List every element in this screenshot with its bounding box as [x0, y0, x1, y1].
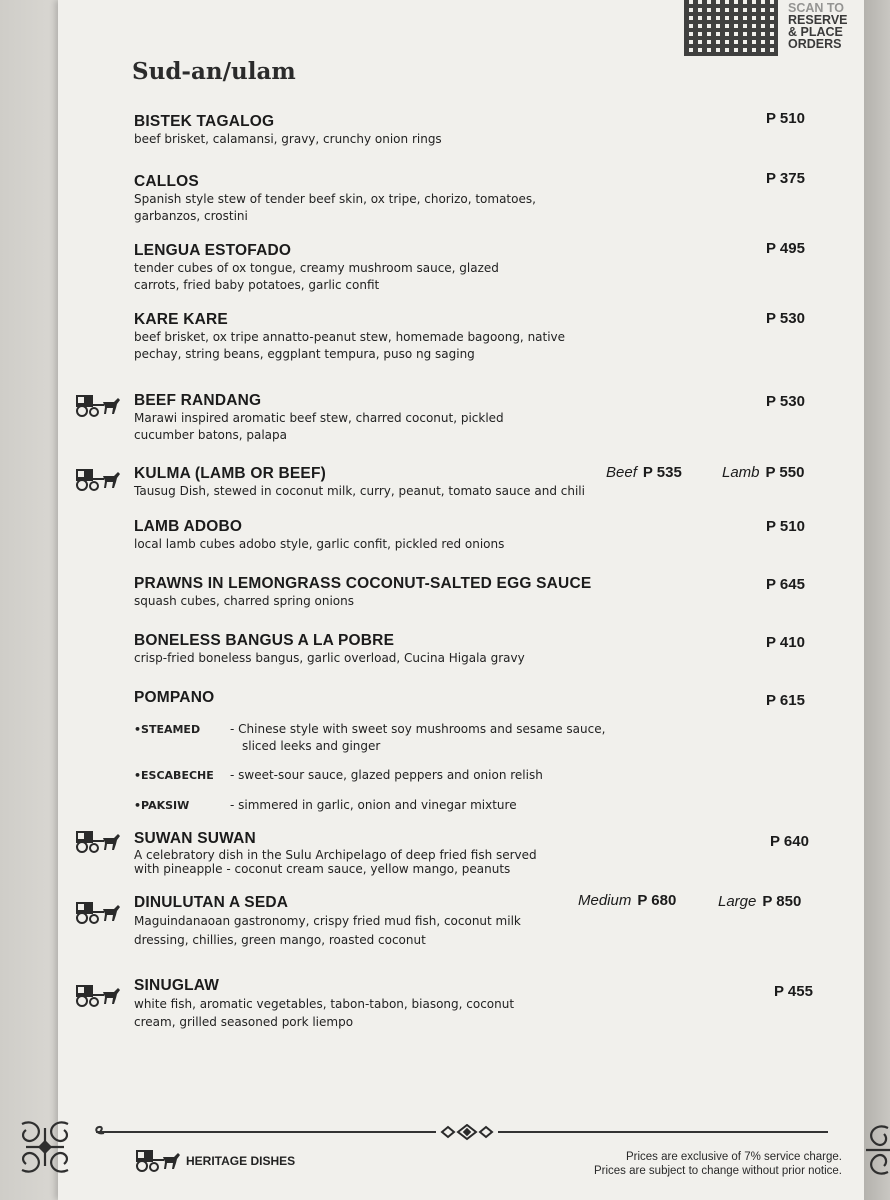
item-name: SINUGLAW	[134, 977, 220, 994]
item-desc: beef brisket, ox tripe annatto-peanut stew, homemade bagoong, native	[134, 330, 566, 344]
menu-item	[134, 977, 814, 1031]
item-desc: white fish, aromatic vegetables, tabon-tabon, biasong, coconut	[134, 997, 515, 1011]
menu-item	[134, 575, 814, 610]
menu-item	[134, 113, 814, 148]
qr-caption-line: ORDERS	[788, 37, 842, 51]
menu-item	[134, 894, 814, 950]
option-price: P 550	[765, 464, 805, 481]
option-label: Beef	[606, 464, 637, 481]
menu-item	[134, 518, 814, 553]
menu-item	[134, 830, 814, 876]
item-desc: local lamb cubes adobo style, garlic confit, pickled red onions	[134, 537, 505, 551]
item-desc: Tausug Dish, stewed in coconut milk, curry, peanut, tomato sauce and chili	[134, 484, 585, 498]
pompano-style-desc	[230, 721, 650, 755]
item-desc: A celebratory dish in the Sulu Archipelago of deep fried fish served	[134, 848, 537, 862]
item-name: POMPANO	[134, 689, 215, 706]
corner-ornament-icon	[862, 1122, 890, 1178]
desc-line: sliced leeks and ginger	[242, 739, 381, 753]
menu-item	[134, 311, 814, 363]
pompano-style-label: •PAKSIW	[134, 799, 190, 812]
desc-line: - Chinese style with sweet soy mushrooms and sesame sauce,	[230, 722, 606, 736]
item-name: BISTEK TAGALOG	[134, 113, 275, 130]
section-title: Sud-an/ulam	[132, 58, 296, 85]
menu-item	[134, 242, 814, 294]
qr-code	[684, 0, 778, 56]
item-desc: squash cubes, charred spring onions	[134, 594, 355, 608]
footnote: Prices are exclusive of 7% service charge.	[625, 1151, 842, 1163]
item-desc: carrots, fried baby potatoes, garlic confit	[134, 278, 380, 292]
legend-label: HERITAGE DISHES	[186, 1154, 296, 1168]
option-price: P 680	[637, 892, 677, 909]
item-price: P 455	[774, 983, 813, 1000]
item-price: P 530	[766, 393, 805, 410]
footnote: Prices are subject to change without prior notice.	[593, 1165, 842, 1177]
item-price: P 615	[766, 692, 805, 709]
pompano-style-label: •ESCABECHE	[134, 769, 214, 782]
item-price: P 495	[766, 240, 805, 257]
item-desc: crisp-fried boneless bangus, garlic overload, Cucina Higala gravy	[134, 651, 525, 665]
item-name: SUWAN SUWAN	[134, 830, 256, 847]
horse-carriage-icon	[134, 1147, 182, 1173]
background-right	[864, 0, 890, 1200]
pompano-style-label: •STEAMED	[134, 723, 201, 736]
horse-carriage-icon	[74, 982, 122, 1008]
item-name: LAMB ADOBO	[134, 518, 243, 535]
option-label: Medium	[578, 892, 632, 909]
desc-line: - sweet-sour sauce, glazed peppers and onion relish	[230, 768, 543, 782]
desc-line: - simmered in garlic, onion and vinegar mixture	[230, 798, 517, 812]
item-name: LENGUA ESTOFADO	[134, 242, 292, 259]
item-name: BEEF RANDANG	[134, 392, 262, 409]
item-price-option	[606, 464, 682, 481]
item-price-option	[722, 464, 804, 481]
item-desc: Marawi inspired aromatic beef stew, charred coconut, pickled	[134, 411, 504, 425]
horse-carriage-icon	[74, 899, 122, 925]
option-label: Lamb	[722, 464, 760, 481]
item-desc: dressing, chillies, green mango, roasted coconut	[134, 933, 426, 947]
item-price-option	[718, 893, 801, 910]
item-price: P 640	[770, 833, 809, 850]
diamond-ornament-icon	[436, 1124, 498, 1142]
item-name: DINULUTAN A SEDA	[134, 894, 289, 911]
item-desc: garbanzos, crostini	[134, 209, 248, 223]
item-desc: cucumber batons, palapa	[134, 428, 287, 442]
scroll-end-icon	[92, 1124, 106, 1140]
qr-caption-line: SCAN TO	[788, 1, 845, 15]
item-price: P 410	[766, 634, 805, 651]
item-price-option	[578, 892, 676, 909]
option-label: Large	[718, 893, 757, 910]
item-price: P 645	[766, 576, 805, 593]
item-name: KARE KARE	[134, 311, 228, 328]
menu-item	[134, 173, 814, 225]
background-left	[0, 0, 58, 1200]
item-price: P 530	[766, 310, 805, 327]
corner-ornament-icon	[14, 1116, 76, 1178]
item-desc: tender cubes of ox tongue, creamy mushroom sauce, glazed	[134, 261, 499, 275]
qr-caption-line: & PLACE	[788, 25, 843, 39]
option-price: P 850	[762, 893, 802, 910]
horse-carriage-icon	[74, 466, 122, 492]
item-price: P 510	[766, 518, 805, 535]
item-desc: with pineapple - coconut cream sauce, yellow mango, peanuts	[134, 862, 511, 876]
item-price: P 510	[766, 110, 805, 127]
item-desc: beef brisket, calamansi, gravy, crunchy onion rings	[134, 132, 442, 146]
qr-caption-line: RESERVE	[788, 13, 848, 27]
item-price: P 375	[766, 170, 805, 187]
horse-carriage-icon	[74, 828, 122, 854]
menu-item	[134, 632, 814, 667]
item-name: KULMA (LAMB OR BEEF)	[134, 465, 326, 482]
menu-item	[134, 689, 814, 707]
menu-item	[134, 392, 814, 444]
item-desc: Maguindanaoan gastronomy, crispy fried mud fish, coconut milk	[134, 914, 521, 928]
pompano-style-desc	[230, 797, 650, 814]
item-name: CALLOS	[134, 173, 199, 190]
item-name: BONELESS BANGUS A LA POBRE	[134, 632, 395, 649]
item-desc: pechay, string beans, eggplant tempura, puso ng saging	[134, 347, 475, 361]
horse-carriage-icon	[74, 392, 122, 418]
option-price: P 535	[642, 464, 682, 481]
item-name: PRAWNS IN LEMONGRASS COCONUT-SALTED EGG SAUCE	[134, 575, 592, 592]
menu-item	[134, 465, 814, 500]
item-desc: Spanish style stew of tender beef skin, ox tripe, chorizo, tomatoes,	[134, 192, 536, 206]
pompano-style-desc	[230, 767, 650, 784]
item-desc: cream, grilled seasoned pork liempo	[134, 1015, 354, 1029]
qr-caption	[788, 2, 848, 50]
